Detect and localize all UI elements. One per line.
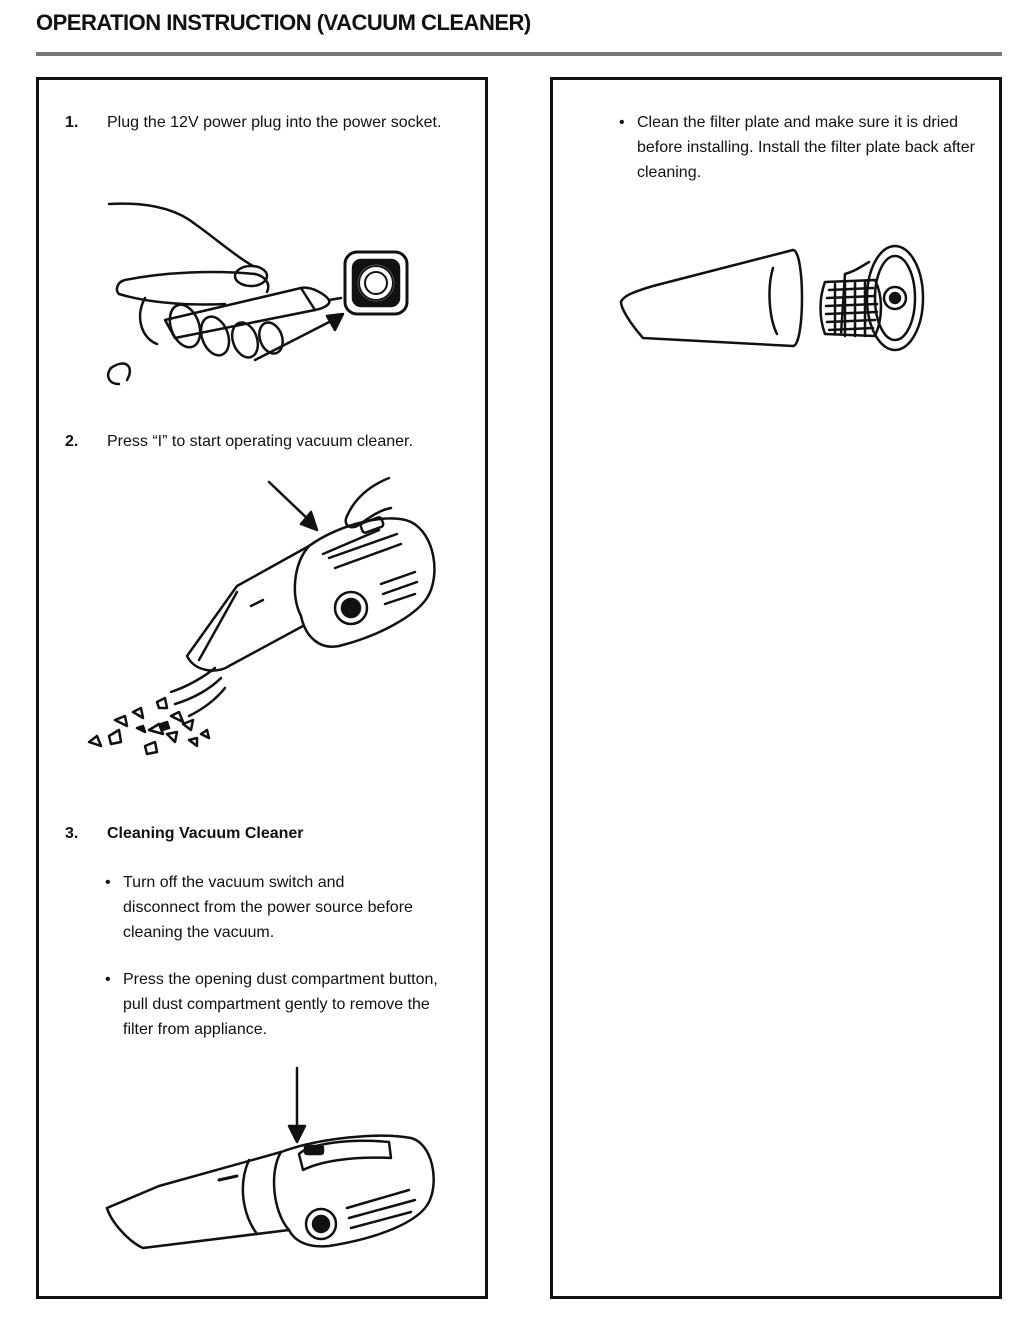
title-divider <box>36 52 1002 56</box>
vacuum-open-illustration <box>99 1062 439 1272</box>
step-2-number: 2. <box>65 433 79 450</box>
right-instruction-panel <box>550 77 1002 1299</box>
vacuum-start-illustration <box>79 476 439 806</box>
step-3-heading: Cleaning Vacuum Cleaner <box>107 825 304 842</box>
bullet-marker: • <box>619 114 625 131</box>
step-3-bullet-1-text: Turn off the vacuum switch and disconnect from the power source before cleaning the vacuum. <box>123 874 413 941</box>
filter-bullet-text: Clean the filter plate and make sure it is dried before installing. Install the filter plate back after cleaning. <box>637 114 975 181</box>
bullet-marker: • <box>105 874 111 891</box>
hand-plug-socket-illustration <box>105 198 415 398</box>
page-title: OPERATION INSTRUCTION (VACUUM CLEANER) <box>36 10 531 35</box>
filter-parts-illustration <box>613 238 933 358</box>
step-3-bullet-2-text: Press the opening dust compartment button, pull dust compartment gently to remove the filter from appliance. <box>123 971 438 1038</box>
step-1-text: Plug the 12V power plug into the power socket. <box>107 114 442 131</box>
step-3-number: 3. <box>65 825 79 842</box>
bullet-marker: • <box>105 971 111 988</box>
step-2-text: Press “I” to start operating vacuum cleaner. <box>107 433 413 450</box>
step-1-number: 1. <box>65 114 79 131</box>
left-instruction-panel <box>36 77 488 1299</box>
